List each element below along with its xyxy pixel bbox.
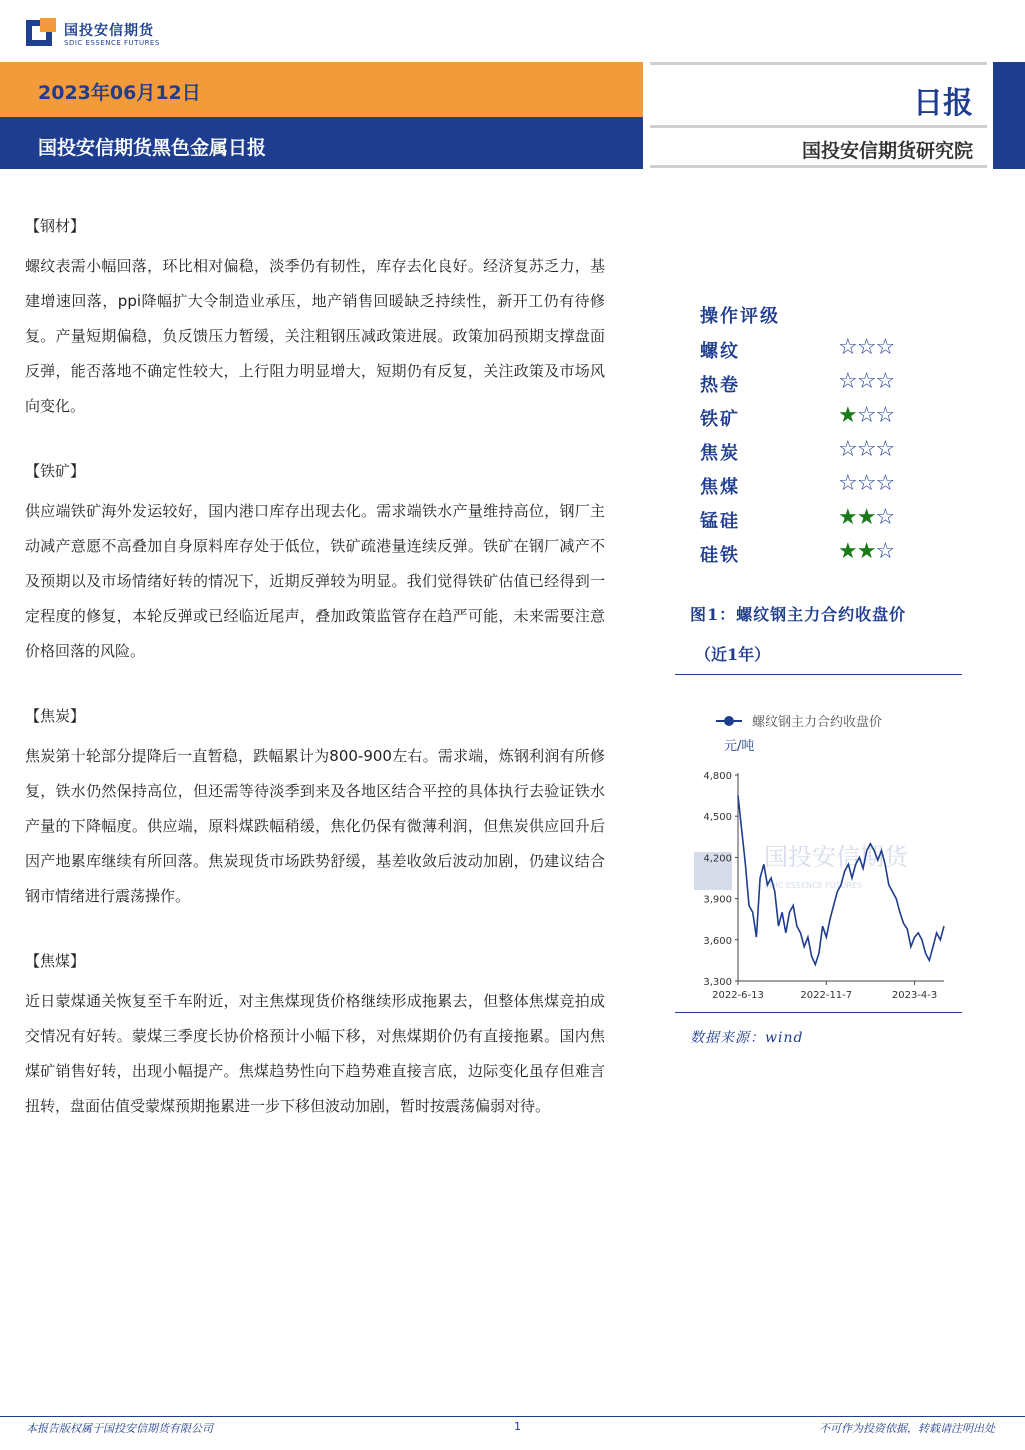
section-body: 供应端铁矿海外发运较好，国内港口库存出现去化。需求端铁水产量维持高位，钢厂主动减产意愿不高叠加自身原料库存处于低位，铁矿疏港量连续反弹。铁矿在钢厂减产不及预期以及市场情绪好转的情况下，近期反弹较为明显。我们觉得铁矿估值已经得到一定程度的修复，本轮反弹或已经临近尾声，叠加政策监管存在趋严可能，未来需要注意价格回落的风险。: [25, 502, 605, 660]
star-empty-icon: ☆: [875, 403, 895, 428]
star-empty-icon: ☆: [838, 437, 857, 462]
star-empty-icon: ☆: [875, 539, 895, 564]
watermark-text: 国投安信期货: [764, 843, 908, 871]
y-tick-label: 4,200: [703, 853, 732, 865]
section-heading: 【焦煤】: [25, 952, 86, 970]
rating-name: 锰硅: [700, 511, 740, 532]
header-divider: [650, 125, 987, 128]
section-body: 焦炭第十轮部分提降后一直暂稳，跌幅累计为800-900左右。需求端，炼钢利润有所修复，铁水仍然保持高位，但还需等待淡季到来及各地区结合平控的具体执行去验证铁水产量的下降幅度。供应端，原料煤跌幅稍缓，焦化仍保有微薄利润，但焦炭供应回升后因产地累库继续有所回落。焦炭现货市场跌势舒缓，基差收敛后波动加剧，仍建议结合钢市情绪进行震荡操作。: [25, 747, 605, 905]
star-filled-icon: ★: [856, 539, 876, 564]
section-body: 近日蒙煤通关恢复至千车附近，对主焦煤现货价格继续形成拖累去，但整体焦煤竞拍成交情况有好转。蒙煤三季度长协价格预计小幅下移，对焦煤期价仍有直接拖累。国内焦煤矿销售好转，出现小幅提产。焦煤趋势性向下趋势难直接言底，边际变化虽存但难言扭转，盘面估值受蒙煤预期拖累进一步下移但波动加剧，暂时按震荡偏弱对待。: [25, 992, 605, 1115]
star-rating-icon: [838, 471, 894, 496]
star-rating-icon: [838, 369, 894, 394]
rating-row: [700, 505, 910, 535]
watermark-text: SDIC ESSENCE FUTURES: [764, 881, 863, 890]
report-date: 2023年06月12日: [38, 82, 201, 104]
page-number: 1: [514, 1420, 521, 1433]
figure-divider: [675, 1012, 962, 1013]
section-iron-ore: [25, 460, 605, 669]
rating-name: 铁矿: [700, 409, 740, 430]
header-divider: [650, 165, 987, 168]
legend-label: 螺纹钢主力合约收盘价: [752, 715, 883, 730]
rating-name: 硅铁: [700, 545, 740, 566]
company-logo-icon: [26, 18, 56, 48]
legend-marker: [724, 716, 734, 726]
header-divider: [650, 62, 987, 65]
rating-row: [700, 335, 910, 365]
data-source: 数据来源：wind: [690, 1030, 804, 1046]
y-axis-unit: 元/吨: [724, 739, 755, 754]
star-empty-icon: ☆: [856, 335, 876, 360]
star-filled-icon: ★: [856, 505, 876, 530]
star-empty-icon: ☆: [875, 437, 895, 462]
star-rating-icon: [838, 539, 894, 564]
star-filled-icon: ★: [838, 505, 857, 530]
figure-title: 图1：螺纹钢主力合约收盘价: [690, 605, 907, 624]
company-logo-name: 国投安信期货: [64, 23, 154, 39]
footer-divider: [0, 1416, 1025, 1417]
rating-name: 螺纹: [700, 341, 740, 362]
rating-name: 焦煤: [700, 477, 740, 498]
rating-row: [700, 369, 910, 399]
company-logo-english: SDIC ESSENCE FUTURES: [64, 39, 160, 47]
star-rating-icon: [838, 437, 894, 462]
section-steel: [25, 215, 605, 424]
section-heading: 【铁矿】: [25, 462, 86, 480]
report-type-label: 日报: [913, 86, 973, 121]
y-tick-label: 3,900: [703, 894, 732, 906]
x-tick-label: 2022-6-13: [712, 990, 764, 1001]
star-rating-icon: [838, 505, 894, 530]
rating-name: 热卷: [700, 375, 740, 396]
star-empty-icon: ☆: [838, 471, 857, 496]
star-empty-icon: ☆: [856, 403, 876, 428]
star-empty-icon: ☆: [856, 437, 876, 462]
section-coking-coal: [25, 950, 605, 1124]
report-title: 国投安信期货黑色金属日报: [38, 137, 267, 159]
section-body: 螺纹表需小幅回落，环比相对偏稳，淡季仍有韧性，库存去化良好。经济复苏乏力，基建增速回落，ppi降幅扩大令制造业承压，地产销售回暖缺乏持续性，新开工仍有待修复。产量短期偏稳，负反馈压力暂缓，关注粗钢压减政策进展。政策加码预期支撑盘面反弹，能否落地不确定性较大，上行阻力明显增大，短期仍有反复，关注政策及市场风向变化。: [25, 257, 605, 415]
rating-name: 焦炭: [700, 443, 740, 464]
rating-title: 操作评级: [700, 306, 780, 327]
price-line-chart: [680, 700, 960, 1010]
disclaimer: 不可作为投资依据，转载请注明出处: [819, 1422, 995, 1435]
rating-row: [700, 403, 910, 433]
star-filled-icon: ★: [838, 403, 857, 428]
figure-divider: [675, 674, 962, 675]
star-empty-icon: ☆: [856, 471, 876, 496]
star-empty-icon: ☆: [856, 369, 876, 394]
star-rating-icon: [838, 403, 894, 428]
section-coke: [25, 705, 605, 914]
star-empty-icon: ☆: [838, 369, 857, 394]
figure-subtitle: （近1年）: [695, 645, 771, 664]
star-empty-icon: ☆: [875, 335, 895, 360]
y-tick-label: 3,300: [703, 977, 732, 988]
section-heading: 【钢材】: [25, 217, 86, 235]
section-heading: 【焦炭】: [25, 707, 86, 725]
star-rating-icon: [838, 335, 894, 360]
y-tick-label: 4,500: [703, 812, 732, 824]
x-tick-label: 2023-4-3: [891, 990, 938, 1001]
star-empty-icon: ☆: [875, 505, 895, 530]
header-edge-block: [993, 62, 1025, 169]
star-empty-icon: ☆: [838, 335, 857, 360]
star-empty-icon: ☆: [875, 369, 895, 394]
y-tick-label: 3,600: [703, 935, 732, 947]
rating-row: [700, 471, 910, 501]
y-tick-label: 4,800: [703, 771, 732, 782]
rating-row: [700, 437, 910, 467]
star-empty-icon: ☆: [875, 471, 895, 496]
star-filled-icon: ★: [838, 539, 857, 564]
rating-row: [700, 539, 910, 569]
watermark: [694, 843, 910, 890]
institute-name: 国投安信期货研究院: [801, 140, 973, 162]
copyright-notice: 本报告版权属于国投安信期货有限公司: [26, 1422, 213, 1435]
x-tick-label: 2022-11-7: [800, 990, 853, 1001]
